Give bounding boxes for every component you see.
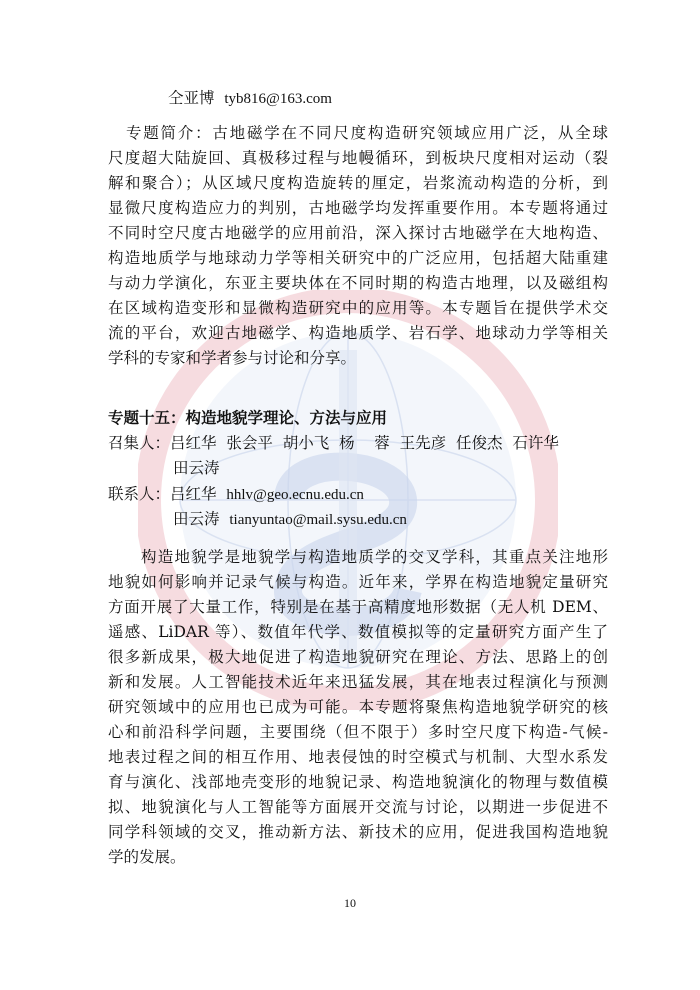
contact-email: tyb816@163.com bbox=[224, 91, 332, 107]
body-line: 育与演化、浅部地壳变形的地貌记录、构造地貌演化的物理与数值模 bbox=[108, 773, 608, 791]
conveners-names: 吕红华 张会平 胡小飞 杨 蓉 王先彦 任俊杰 石许华 bbox=[170, 434, 559, 452]
page-number: 10 bbox=[344, 896, 356, 910]
body-line: 研究领域中的应用也已成为可能。本专题将聚焦构造地貌学研究的核 bbox=[108, 698, 608, 716]
body-line: 地貌如何影响并记录气候与构造。近年来，学界在构造地貌定量研究 bbox=[108, 573, 608, 591]
body-line: 很多新成果，极大地促进了构造地貌研究在理论、方法、思路上的创 bbox=[108, 648, 608, 666]
contact-email: hhlv@geo.ecnu.edu.cn bbox=[226, 487, 364, 503]
intro-line: 显微尺度构造应力的判别，古地磁学均发挥重要作用。本专题将通过 bbox=[108, 199, 608, 217]
section-title: 专题十五：构造地貌学理论、方法与应用 bbox=[108, 408, 388, 427]
body-line: 拟、地貌演化与人工智能等方面展开交流与讨论，以期进一步促进不 bbox=[108, 798, 608, 816]
contacts-line bbox=[108, 484, 608, 505]
body-line: 同学科领域的交叉，推动新方法、新技术的应用，促进我国构造地貌 bbox=[108, 823, 608, 841]
body-line: 构造地貌学是地貌学与构造地质学的交叉学科，其重点关注地形 bbox=[141, 548, 608, 566]
body-line: 学的发展。 bbox=[108, 848, 186, 866]
body-line: 遥感、LiDAR 等）、数值年代学、数值模拟等的定量研究方面产生了 bbox=[108, 623, 608, 641]
intro-line: 解和聚合）；从区域尺度构造旋转的厘定，岩浆流动构造的分析，到 bbox=[108, 174, 608, 192]
conveners-line bbox=[108, 433, 608, 453]
contacts-line-2 bbox=[173, 509, 673, 530]
intro-line: 不同时空尺度古地磁学的应用前沿，深入探讨古地磁学在大地构造、 bbox=[108, 224, 608, 242]
conveners-label: 召集人： bbox=[108, 434, 171, 452]
intro-line: 与动力学演化，东亚主要块体在不同时期的构造古地理，以及磁组构 bbox=[108, 274, 608, 292]
body-line: 方面开展了大量工作，特别是在基于高精度地形数据（无人机 DEM、 bbox=[108, 598, 608, 616]
intro-line: 尺度超大陆旋回、真极移过程与地幔循环，到板块尺度相对运动（裂 bbox=[108, 149, 608, 167]
contact-name: 吕红华 bbox=[170, 485, 217, 503]
conveners-names-cont: 田云涛 bbox=[173, 459, 220, 477]
intro-line: 学科的专家和学者参与讨论和分享。 bbox=[108, 349, 357, 367]
intro-line: 构造地质学与地球动力学等相关研究中的广泛应用，包括超大陆重建 bbox=[108, 249, 608, 267]
body-line: 地表过程之间的相互作用、地表侵蚀的时空模式与机制、大型水系发 bbox=[108, 748, 608, 766]
contact-name: 田云涛 bbox=[173, 510, 220, 528]
contact-email: tianyuntao@mail.sysu.edu.cn bbox=[229, 512, 407, 528]
intro-line: 流的平台，欢迎古地磁学、构造地质学、岩石学、地球动力学等相关 bbox=[108, 324, 608, 342]
top-contact-line bbox=[168, 88, 668, 109]
contact-name: 仝亚博 bbox=[168, 89, 215, 107]
body-line: 心和前沿科学问题，主要围绕（但不限于）多时空尺度下构造-气候- bbox=[108, 723, 608, 741]
body-line: 新和发展。人工智能技术近年来迅猛发展，其在地表过程演化与预测 bbox=[108, 673, 608, 691]
contacts-label: 联系人： bbox=[108, 485, 171, 503]
intro-line: 在区域构造变形和显微构造研究中的应用等。本专题旨在提供学术交 bbox=[108, 299, 608, 317]
intro-line: 专题简介：古地磁学在不同尺度构造研究领域应用广泛，从全球 bbox=[126, 124, 608, 142]
